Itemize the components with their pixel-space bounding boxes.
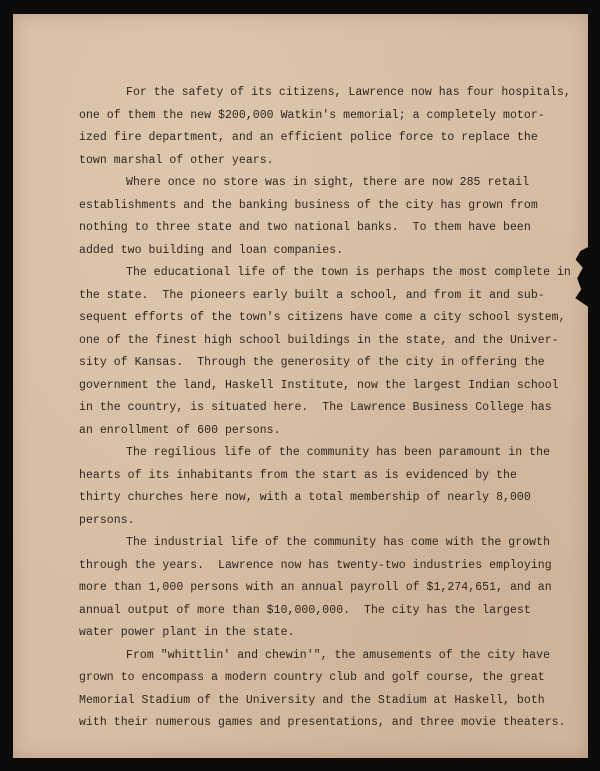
text-line: added two building and loan companies.	[79, 243, 344, 257]
text-line: government the land, Haskell Institute, now the largest Indian school	[79, 378, 559, 392]
text-line: grown to encompass a modern country club and golf course, the great	[79, 671, 545, 684]
text-line: The industrial life of the community has come with the growth	[126, 536, 551, 549]
text-line: more than 1,000 persons with an annual payroll of $1,274,651, and an	[79, 581, 552, 594]
torn-edge	[574, 246, 590, 308]
text-line: Memorial Stadium of the University and the Stadium at Haskell, both	[79, 693, 545, 707]
text-line: establishments and the banking business of the city has grown from	[79, 198, 538, 212]
paragraph-education	[79, 262, 569, 442]
text-line: the state. The pioneers early built a school, and from it and sub-	[79, 288, 545, 302]
paragraph-industry	[79, 532, 569, 645]
text-line: thirty churches here now, with a total membership of nearly 8,000	[79, 491, 531, 504]
text-line: annual output of more than $10,000,000. The city has the largest	[79, 603, 531, 617]
paragraph-religion	[79, 442, 569, 532]
text-line: nothing to three state and two national banks. To them have been	[79, 221, 531, 234]
text-line: hearts of its inhabitants from the start as is evidenced by the	[79, 468, 517, 482]
typewritten-body	[79, 82, 569, 735]
text-line: one of the finest high school buildings in the state, and the Univer-	[79, 333, 559, 347]
text-line: water power plant in the state.	[79, 626, 295, 639]
text-line: For the safety of its citizens, Lawrence now has four hospitals,	[126, 86, 571, 99]
text-line: in the country, is situated here. The Lawrence Business College has	[79, 401, 552, 414]
text-line: The regilious life of the community has been paramount in the	[126, 446, 551, 459]
text-line: persons.	[79, 513, 135, 527]
text-line: Where once no store was in sight, there are now 285 retail	[126, 176, 530, 189]
text-line: From "whittlin' and chewin'", the amusements of the city have	[126, 648, 551, 662]
text-line: ized fire department, and an efficient police force to replace the	[79, 131, 538, 144]
paragraph-business	[79, 172, 569, 262]
text-line: with their numerous games and presentations, and three movie theaters.	[79, 716, 566, 729]
paper-sheet	[13, 14, 588, 758]
text-line: The educational life of the town is perhaps the most complete in	[126, 266, 571, 279]
text-line: town marshal of other years.	[79, 153, 274, 167]
paragraph-safety	[79, 82, 569, 172]
paragraph-amusements	[79, 645, 569, 735]
text-line: sity of Kansas. Through the generosity of the city in offering the	[79, 356, 545, 369]
text-line: one of them the new $200,000 Watkin's memorial; a completely motor-	[79, 108, 545, 122]
text-line: an enrollment of 600 persons.	[79, 423, 281, 437]
text-line: through the years. Lawrence now has twenty-two industries employing	[79, 558, 552, 572]
text-line: sequent efforts of the town's citizens have come a city school system,	[79, 311, 566, 324]
